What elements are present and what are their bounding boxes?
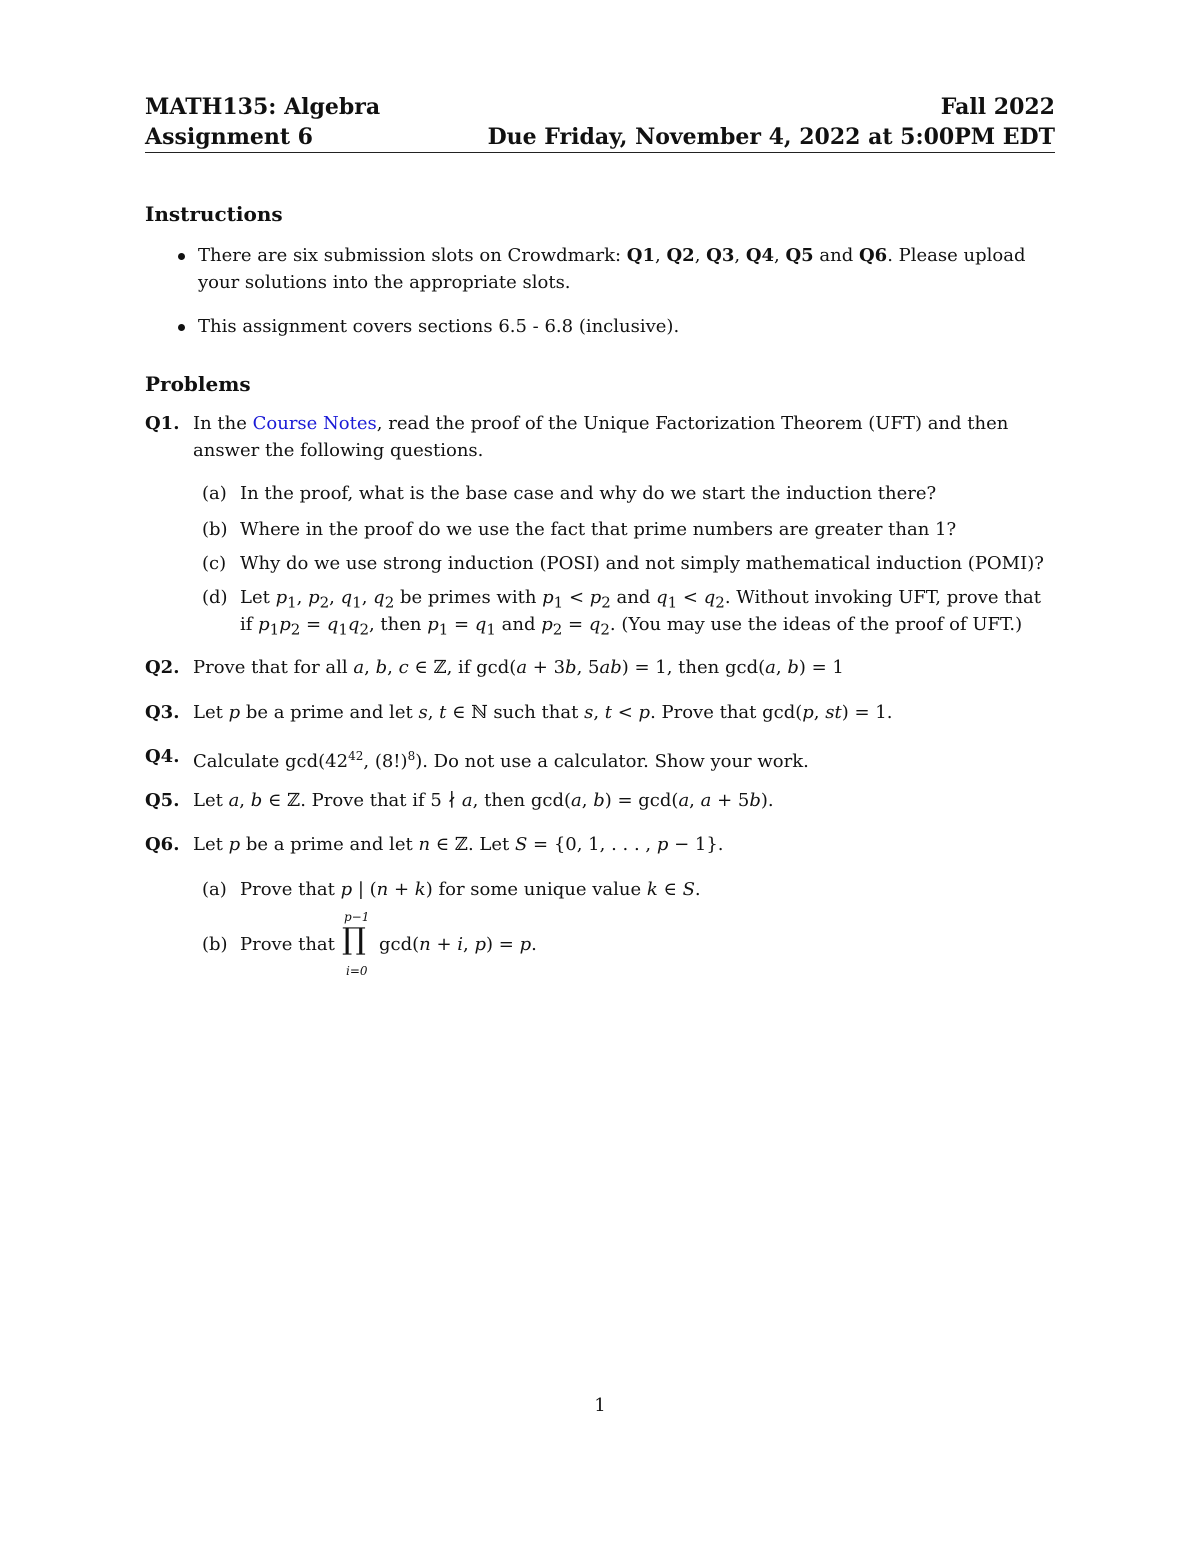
q4-label: Q4. [145,746,180,767]
product-symbol: ∏ [342,922,366,957]
header-rule [145,152,1055,153]
q1a-label: (a) [202,483,227,504]
product-upper-limit: p−1 [344,910,370,924]
q1c-label: (c) [202,553,227,574]
assignment-title: Assignment 6 [145,124,313,150]
q6a-label: (a) [202,879,227,900]
course-title: MATH135: Algebra [145,94,381,120]
q2-text: Prove that for all a, b, c ∈ ℤ, if gcd(a + 3b, 5ab) = 1, then gcd(a, b) = 1 [193,657,844,678]
q6-text: Let p be a prime and let n ∈ ℤ. Let S = {0, 1, . . . , p − 1}. [193,834,724,855]
page-number: 1 [594,1395,606,1416]
instructions-heading: Instructions [145,202,283,226]
q1d-line-2: if $p_1p_2 = q_1q_2$, then $p_1 = q_1$ and $p_2 = q_2$. (You may use the ideas of the proof of UFT.) [240,614,1023,639]
due-date: Due Friday, November 4, 2022 at 5:00PM EDT [487,124,1055,150]
q1-line-2: answer the following questions. [193,440,484,461]
product-lower-limit: i=0 [346,964,368,978]
q1-line-1: In the Course Notes, read the proof of the Unique Factorization Theorem (UFT) and then [193,413,1009,434]
bullet-icon [178,324,185,331]
instruction-1-line-1: There are six submission slots on Crowdmark: Q1, Q2, Q3, Q4, Q5 and Q6. Please upload [198,245,1026,266]
q1b-text: Where in the proof do we use the fact that prime numbers are greater than 1? [240,519,957,540]
q1a-text: In the proof, what is the base case and why do we start the induction there? [240,483,937,504]
q1-label: Q1. [145,413,180,434]
q5-text: Let a, b ∈ ℤ. Prove that if 5 ∤ a, then gcd(a, b) = gcd(a, a + 5b). [193,790,774,811]
q3-text: Let p be a prime and let s, t ∈ ℕ such that s, t < p. Prove that gcd(p, st) = 1. [193,702,893,723]
instruction-1-line-2: your solutions into the appropriate slots. [198,272,571,293]
q6b-label: (b) [202,934,228,955]
q1b-label: (b) [202,519,228,540]
instruction-2: This assignment covers sections 6.5 - 6.8 (inclusive). [198,316,680,337]
q2-label: Q2. [145,657,180,678]
bullet-icon [178,253,185,260]
q5-label: Q5. [145,790,180,811]
course-notes-link[interactable]: Course Notes [252,413,377,434]
problems-heading: Problems [145,372,251,396]
q6a-text: Prove that p | (n + k) for some unique value k ∈ S. [240,879,701,900]
q3-label: Q3. [145,702,180,723]
q1c-text: Why do we use strong induction (POSI) and not simply mathematical induction (POMI)? [240,553,1044,574]
q6-label: Q6. [145,834,180,855]
q6b-prefix: Prove that [240,934,335,955]
q6b-expression: gcd(n + i, p) = p. [379,934,537,955]
term: Fall 2022 [940,94,1055,120]
q1d-label: (d) [202,587,228,608]
q4-text: Calculate $\gcd(42^{42}$, $(8!)^8$). Do not use a calculator. Show your work. [193,749,809,772]
q1d-line-1: Let $p_1$, $p_2$, $q_1$, $q_2$ be primes with $p_1 < p_2$ and $q_1 < q_2$. Without invoking UFT, prove that [240,587,1042,612]
